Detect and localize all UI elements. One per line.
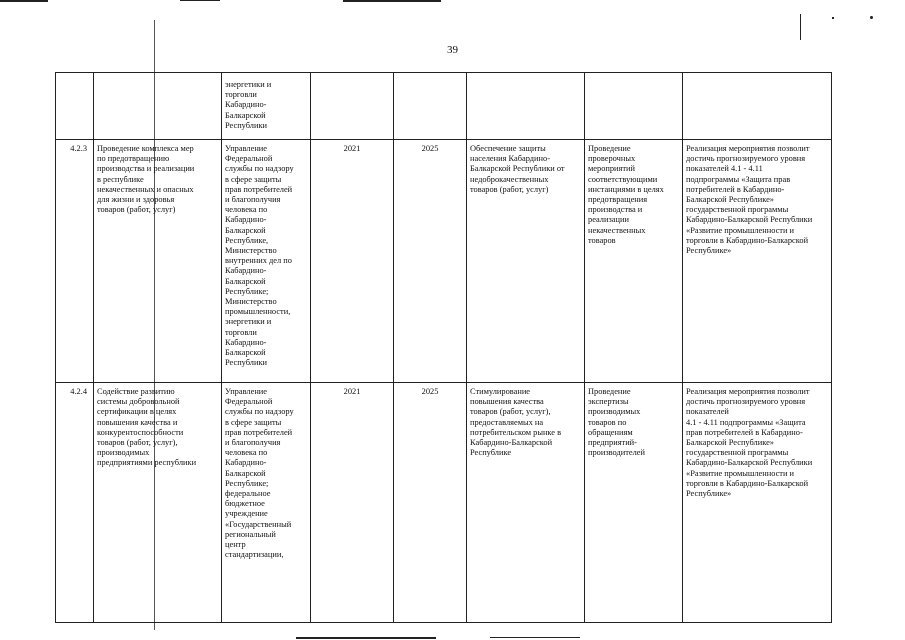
programme-table: [55, 72, 832, 623]
cell-link: [683, 73, 832, 140]
scan-line-top-mid: [180, 0, 220, 1]
table-row: [56, 383, 832, 623]
cell-number: [56, 73, 94, 140]
scan-dot-right-small: [832, 17, 834, 19]
cell-expected-result: Стимулирование повышения качества товаров (работ, услуг), предоставляемых на потребительском рынке в Кабардино-Балкарской Республике: [467, 383, 585, 623]
cell-year-start: 2021: [311, 383, 394, 623]
cell-expected-result: [467, 73, 585, 140]
cell-number: 4.2.4: [56, 383, 94, 623]
cell-link: Реализация мероприятия позволит достичь прогнозируемого уровня показателей 4.1 - 4.11 подпрограммы «Защита прав потребителей в Кабардино- Балкарской Республике» государственной программы Кабардино-Балкарской Республики «Развитие промышленности и торговли в Кабардино-Балкарской Республике»: [683, 383, 832, 623]
scan-line-top-center: [343, 0, 441, 2]
scan-line-top-left: [0, 0, 48, 2]
cell-executor: Управление Федеральной службы по надзору в сфере защиты прав потребителей и благополучия человека по Кабардино- Балкарской Республике, Министерство внутренних дел по Кабардино- Балкарской Республике; Министерство промышленности, энергетики и торговли Кабардино- Балкарской Республики: [222, 140, 311, 383]
cell-activity: [94, 73, 222, 140]
cell-activity: Проведение комплекса мер по предотвращению производства и реализации в республике некачественных и опасных для жизни и здоровья товаров (работ, услуг): [94, 140, 222, 383]
scan-line-bottom-right: [490, 637, 580, 638]
cell-year-start: [311, 73, 394, 140]
cell-year-end: [394, 73, 467, 140]
cell-executor: энергетики и торговли Кабардино- Балкарской Республики: [222, 73, 311, 140]
cell-activity: Содействие развитию системы добровольной сертификации в целях повышения качества и конкурентоспособности товаров (работ, услуг), производимых предприятиями республики: [94, 383, 222, 623]
cell-link: Реализация мероприятия позволит достичь прогнозируемого уровня показателей 4.1 - 4.11 подпрограммы «Защита прав потребителей в Кабардино- Балкарской Республике» государственной программы Кабардино-Балкарской Республики «Развитие промышленности и торговли в Кабардино-Балкарской Республике»: [683, 140, 832, 383]
table-row: [56, 140, 832, 383]
cell-directions: Проведение экспертизы производимых товаров по обращениям предприятий- производителей: [585, 383, 683, 623]
cell-year-start: 2021: [311, 140, 394, 383]
table-row: [56, 73, 832, 140]
cell-expected-result: Обеспечение защиты населения Кабардино- Балкарской Республики от недоброкачественных товаров (работ, услуг): [467, 140, 585, 383]
scan-line-right-vertical: [800, 14, 801, 40]
cell-directions: Проведение проверочных мероприятий соответствующими инстанциями в целях предотвращения производства и реализации некачественных товаров: [585, 140, 683, 383]
cell-executor: Управление Федеральной службы по надзору в сфере защиты прав потребителей и благополучия человека по Кабардино- Балкарской Республике; федеральное бюджетное учреждение «Государственный региональный центр стандартизации,: [222, 383, 311, 623]
page-number: 39: [447, 44, 458, 56]
scan-dot-right: [870, 16, 873, 19]
cell-year-end: 2025: [394, 383, 467, 623]
cell-number: 4.2.3: [56, 140, 94, 383]
scan-line-bottom-center: [296, 637, 436, 639]
cell-year-end: 2025: [394, 140, 467, 383]
cell-directions: [585, 73, 683, 140]
